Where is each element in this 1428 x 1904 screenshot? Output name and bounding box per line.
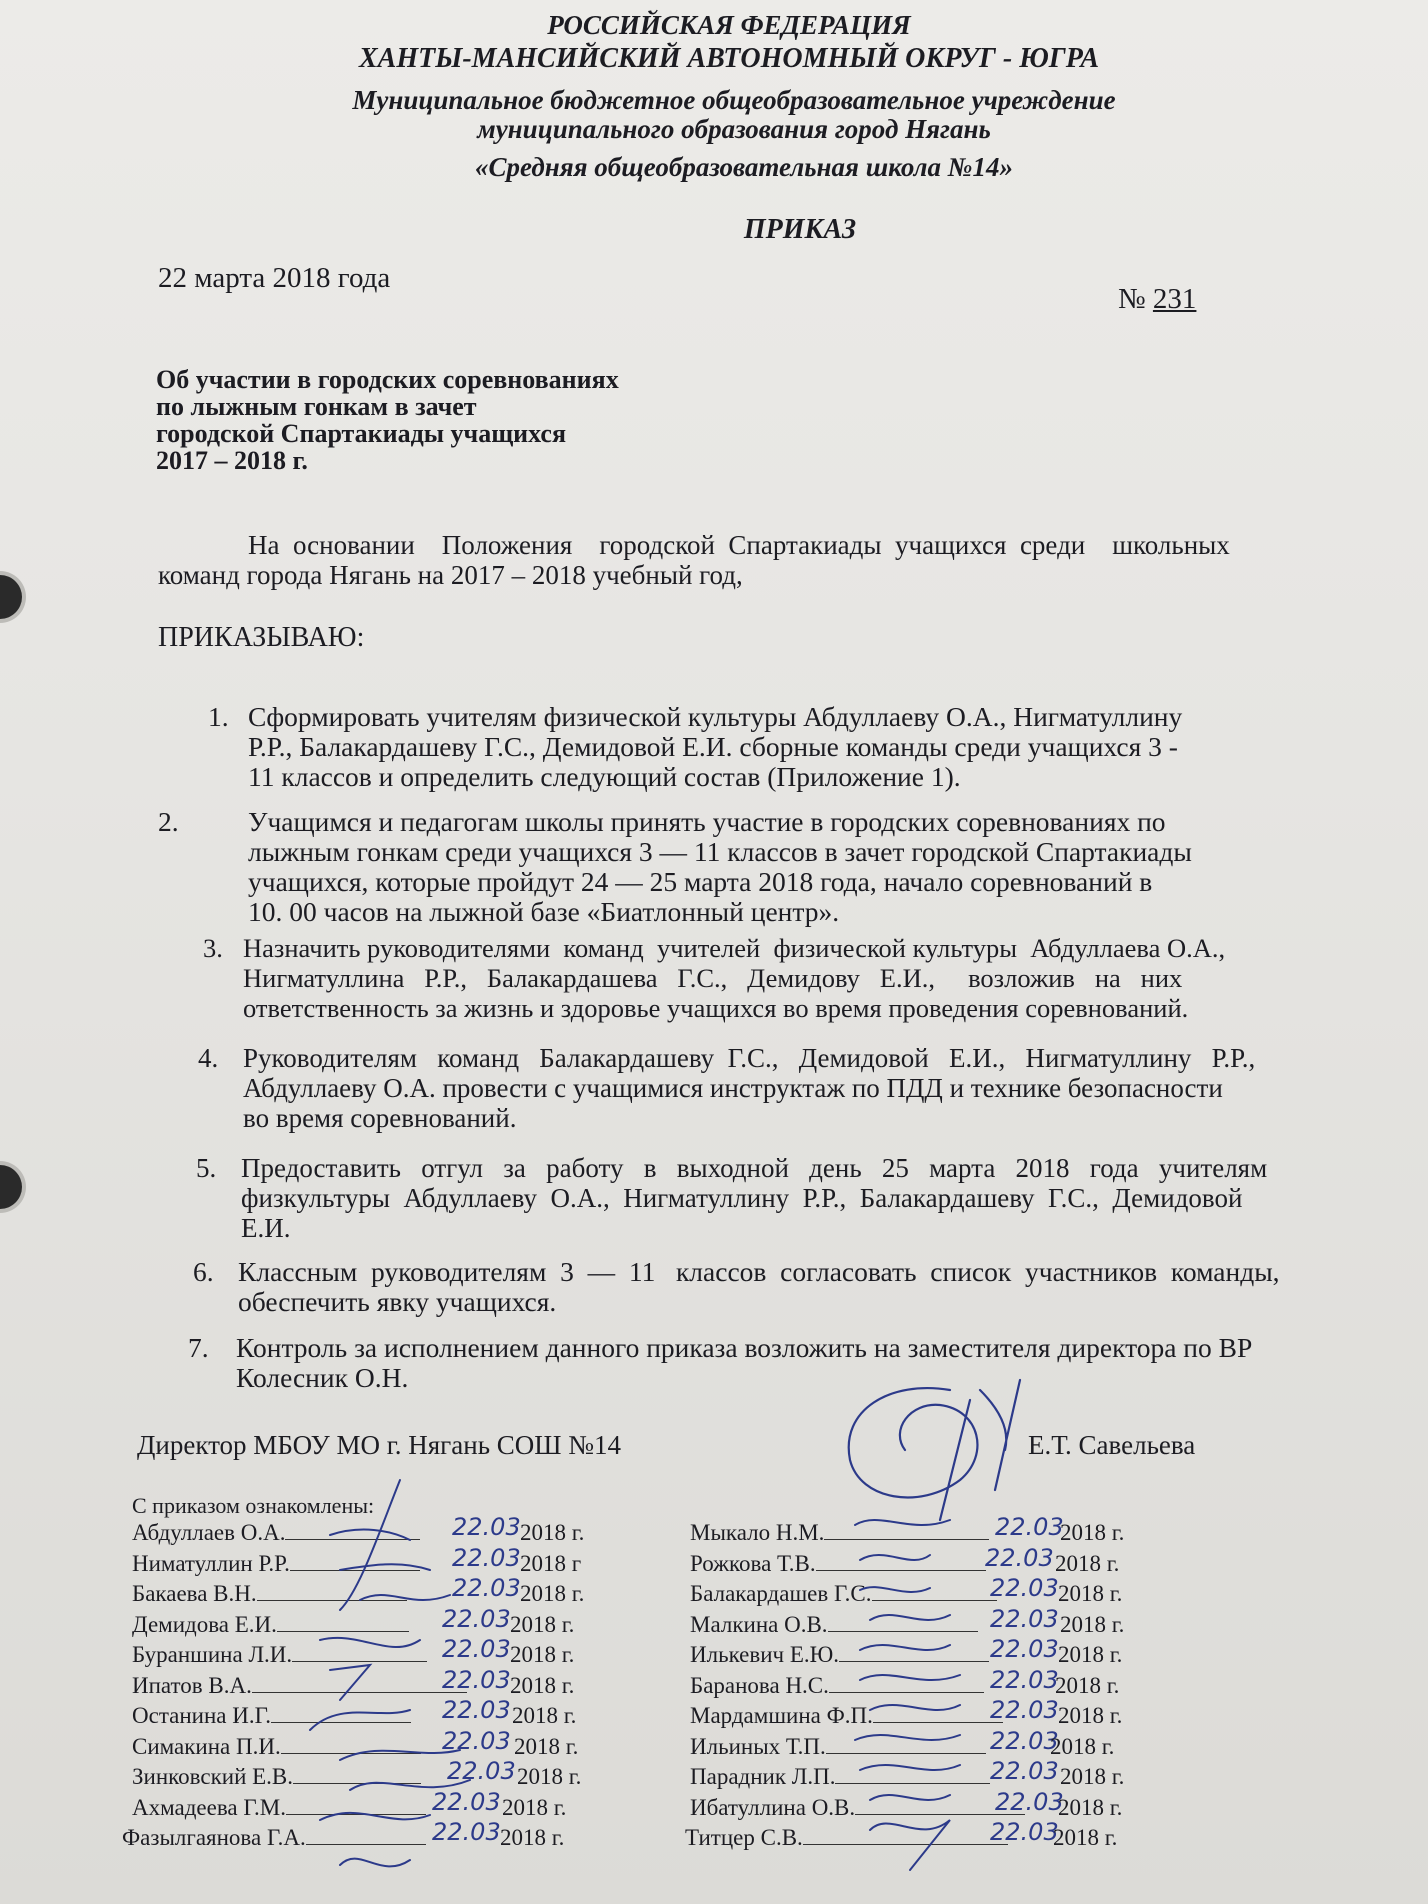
header-institution-type: Муниципальное бюджетное общеобразовательное учреждение (352, 85, 1116, 115)
signatory-row: Балакардашев Г.С. 22.03 2018 г. (690, 1574, 1123, 1606)
order-item: 5. Предоставить отгул за работу в выходной день 25 марта 2018 года учителям физкультуры Абдуллаеву О.А., Нигматуллину Р.Р., Балакардашеву Г.С., Демидовой Е.И. (196, 1153, 1268, 1243)
signatory-row: Мыкало Н.М. 22.03 2018 г. (690, 1513, 1125, 1545)
signatory-row: Фазылгаянова Г.А. 22.03 2018 г. (122, 1818, 565, 1850)
header-country: РОССИЙСКАЯ ФЕДЕРАЦИЯ (547, 10, 911, 40)
signatory-row: Ахмадеева Г.М. 22.03 2018 г. (132, 1787, 567, 1820)
order-word: ПРИКАЗЫВАЮ: (158, 622, 365, 653)
order-item: 6. Классным руководителям 3 — 11 классов согласовать список участников команды, обеспечить явку учащихся. (193, 1256, 1280, 1317)
signatory-row: Ниматуллин Р.Р. 22.03 2018 г (132, 1543, 582, 1576)
order-item: 2. Учащимся и педагогам школы принять участие в городских соревнованиях по лыжным гонкам среди учащихся 3 — 11 классов в зачет городской Спартакиады учащихся, которые пройдут 24 — 25 марта 2018 года, начало соревнований в 10. 00 часов на лыжной базе «Биатлонный центр». (158, 806, 1192, 927)
director-position: Директор МБОУ МО г. Нягань СОШ №14 (137, 1430, 622, 1460)
order-item: 7. Контроль за исполнением данного приказа возложить на заместителя директора по ВР Колесник О.Н. (188, 1332, 1253, 1393)
signatory-row: Ибатуллина О.В. 22.03 2018 г. (690, 1787, 1123, 1820)
acquainted-label: С приказом ознакомлены: (132, 1493, 375, 1518)
signatory-row: Бакаева В.Н. 22.03 2018 г. (132, 1574, 585, 1606)
signatory-row: Бураншина Л.И. 22.03 2018 г. (132, 1635, 575, 1667)
signatory-row: Ипатов В.А. 22.03 2018 г. (132, 1665, 575, 1698)
signatory-row: Симакина П.И. 22.03 2018 г. (132, 1726, 579, 1759)
doc-title: ПРИКАЗ (743, 214, 857, 245)
signatory-row: Останина И.Г. 22.03 2018 г. (132, 1696, 577, 1728)
header-municipality: муниципального образования город Нягань (477, 114, 991, 144)
header-school-name: «Средняя общеобразовательная школа №14» (475, 152, 1013, 182)
signatory-row: Илькевич Е.Ю. 22.03 2018 г. (690, 1635, 1123, 1667)
signatory-row: Малкина О.В. 22.03 2018 г. (690, 1604, 1125, 1637)
order-item: 3. Назначить руководителями команд учителей физической культуры Абдуллаева О.А., Нигматуллина Р.Р., Балакардашева Г.С., Демидову Е.И., возложив на них ответственность за жизнь и здоровье учащихся во время проведения соревнований. (203, 933, 1226, 1023)
signatures-left-scrawl (300, 1470, 560, 1890)
signatory-row: Титцер С.В. 22.03 2018 г. (685, 1818, 1118, 1850)
signatures-right-scrawl (850, 1500, 1050, 1900)
signatory-row: Мардамшина Ф.П. 22.03 2018 г. (690, 1696, 1123, 1728)
signatory-row: Ильиных Т.П. 22.03 2018 г. (690, 1726, 1115, 1759)
order-number: № 231 (1118, 283, 1197, 315)
order-basis: На основании Положения городской Спартакиады учащихся среди школьных команд города Нягань на 2017 – 2018 учебный год, (158, 530, 1230, 590)
order-subject: Об участии в городских соревнованиях по лыжным гонкам в зачет городской Спартакиады учащихся 2017 – 2018 г. (156, 365, 619, 475)
signatory-row: Демидова Е.И. 22.03 2018 г. (132, 1604, 575, 1637)
punch-hole (0, 575, 22, 619)
signatory-row: Зинковский Е.В. 22.03 2018 г. (132, 1757, 582, 1789)
signatory-row: Парадник Л.П. 22.03 2018 г. (690, 1757, 1125, 1789)
header-region: ХАНТЫ-МАНСИЙСКИЙ АВТОНОМНЫЙ ОКРУГ - ЮГРА (358, 43, 1100, 74)
order-item: 1. Сформировать учителям физической культуры Абдуллаеву О.А., Нигматуллину Р.Р., Балакардашеву Г.С., Демидовой Е.И. сборные команды среди учащихся 3 - 11 классов и определить следующий состав (Приложение 1). (208, 701, 1183, 792)
director-name: Е.Т. Савельева (1028, 1430, 1196, 1460)
signatory-row: Баранова Н.С. 22.03 2018 г. (690, 1665, 1120, 1698)
punch-hole (0, 1165, 22, 1209)
signatory-row: Рожкова Т.В. 22.03 2018 г. (690, 1543, 1120, 1576)
order-date: 22 марта 2018 года (158, 262, 391, 294)
order-item: 4. Руководителям команд Балакардашеву Г.С., Демидовой Е.И., Нигматуллину Р.Р., Абдуллаеву О.А. провести с учащимися инструктаж по ПДД и технике безопасности во время соревнований. (198, 1043, 1256, 1133)
signatory-row: Абдуллаев О.А. 22.03 2018 г. (132, 1513, 585, 1545)
